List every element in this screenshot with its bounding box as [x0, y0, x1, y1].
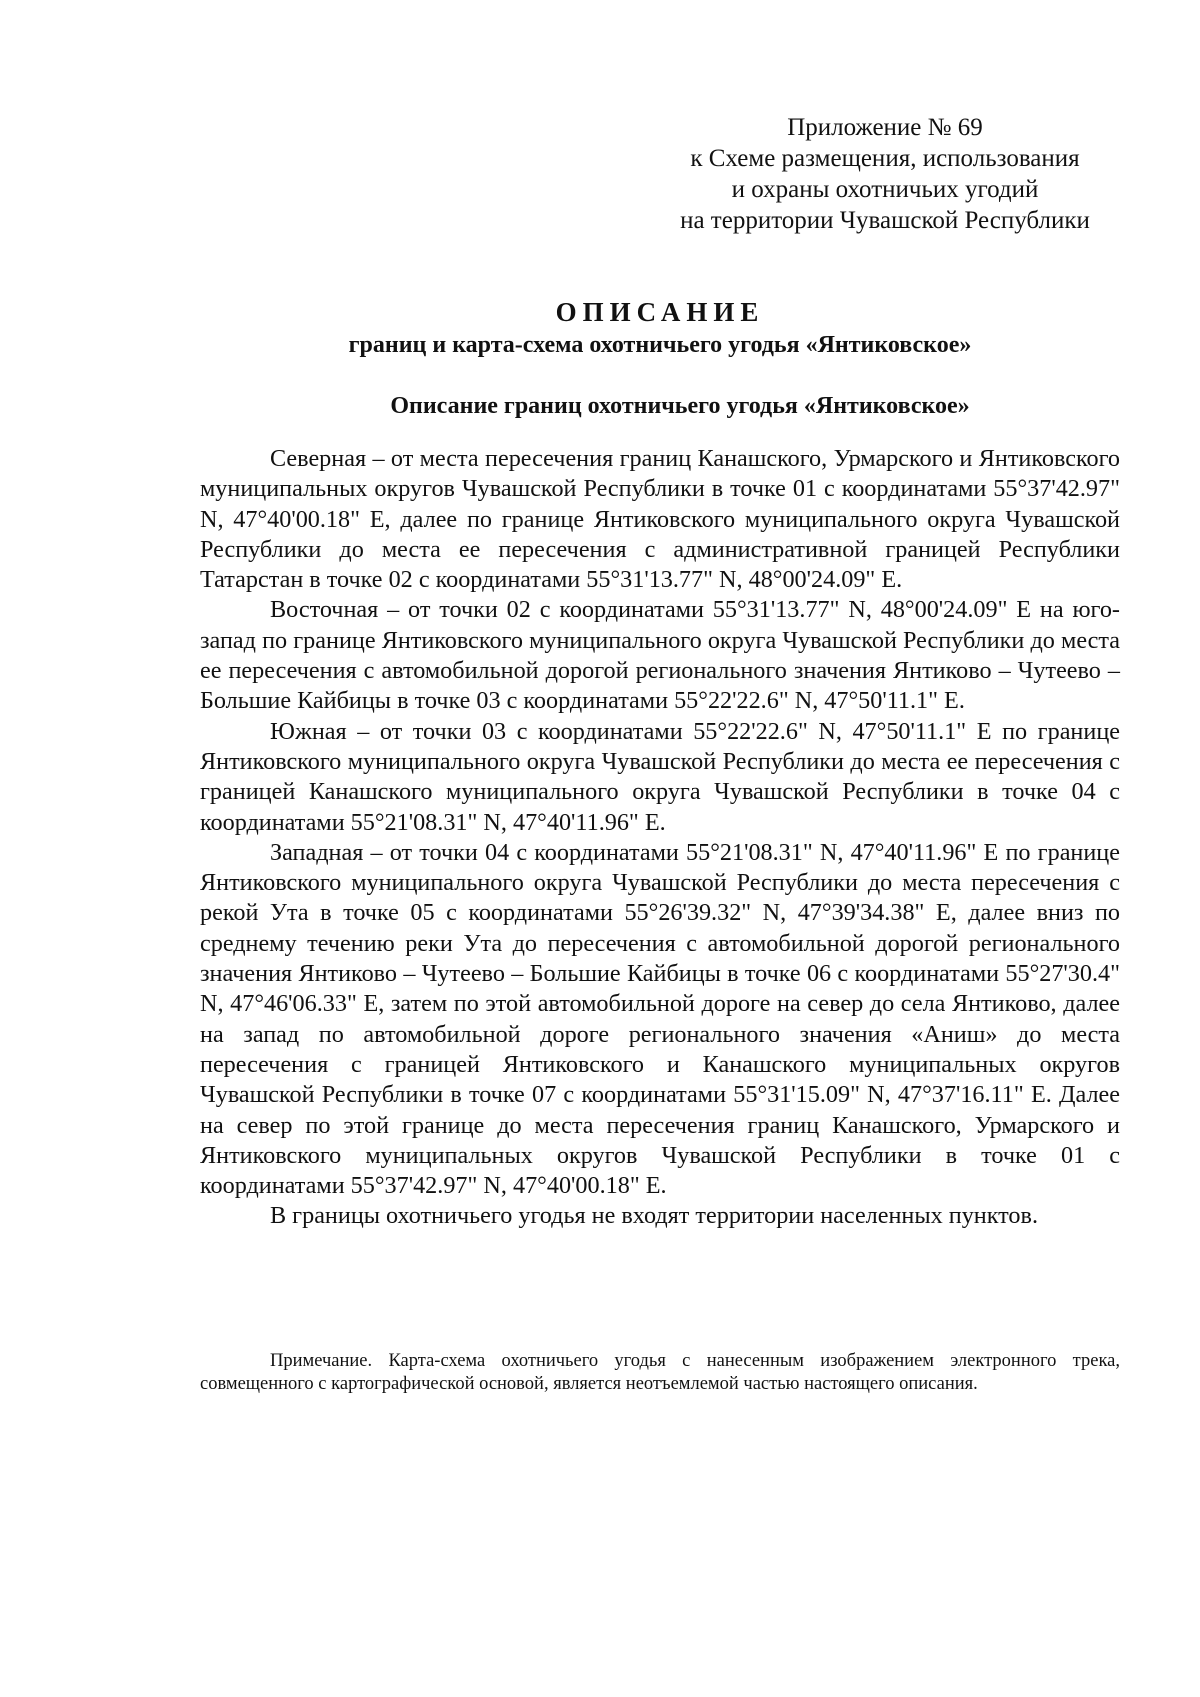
- appendix-line: к Схеме размещения, использования: [690, 145, 1080, 172]
- appendix-line: Приложение № 69: [787, 114, 983, 141]
- boundary-description: [200, 444, 1120, 1232]
- document-title: ОПИСАНИЕ: [555, 297, 765, 327]
- footnote: Примечание. Карта-схема охотничьего угодья с нанесенным изображением электронного трека, совмещенного с картографической основой, является неотъемлемой частью настоящего описания.: [200, 1351, 1120, 1394]
- document-subtitle: границ и карта-схема охотничьего угодья «Янтиковское»: [348, 332, 972, 358]
- section-heading: Описание границ охотничьего угодья «Янтиковское»: [390, 393, 970, 419]
- paragraph-north: Северная – от места пересечения границ Канашского, Урмарского и Янтиковского муниципальных округов Чувашской Республики в точке 01 с координатами 55°37'42.97" N, 47°40'00.18" E, далее по границе Янтиковского муниципального округа Чувашской Республики до места ее пересечения с административной границей Республики Татарстан в точке 02 с координатами 55°31'13.77" N, 48°00'24.09" E.: [200, 445, 1120, 594]
- appendix-line: и охраны охотничьих угодий: [731, 176, 1039, 203]
- paragraph-west: Западная – от точки 04 с координатами 55°21'08.31" N, 47°40'11.96" E по границе Янтиковского муниципального округа Чувашской Республики до места пересечения с рекой Ута в точке 05 с координатами 55°26'39.32" N, 47°39'34.38" E, далее вниз по среднему течению реки Ута до пересечения с автомобильной дорогой регионального значения Янтиково – Чутеево – Большие Кайбицы в точке 06 с координатами 55°27'30.4" N, 47°46'06.33" E, затем по этой автомобильной дороге на север до села Янтиково, далее на запад по автомобильной дороге регионального значения «Аниш» до места пересечения с границей Янтиковского и Канашского муниципальных округов Чувашской Республики в точке 07 с координатами 55°31'15.09" N, 47°37'16.11" E. Далее на север по этой границе до места пересечения границ Канашского, Урмарского и Янтиковского муниципальных округов Чувашской Республики в точке 01 с координатами 55°37'42.97" N, 47°40'00.18" E.: [200, 838, 1120, 1200]
- appendix-line: на территории Чувашской Республики: [680, 207, 1090, 234]
- appendix-header: [650, 112, 1120, 236]
- paragraph-south: Южная – от точки 03 с координатами 55°22'22.6" N, 47°50'11.1" E по границе Янтиковского муниципального округа Чувашской Республики до места ее пересечения с границей Канашского муниципального округа Чувашской Республики в точке 04 с координатами 55°21'08.31" N, 47°40'11.96" E.: [200, 717, 1120, 836]
- paragraph-exclusion: В границы охотничьего угодья не входят территории населенных пунктов.: [270, 1202, 1038, 1230]
- paragraph-east: Восточная – от точки 02 с координатами 55°31'13.77" N, 48°00'24.09" E на юго-запад по границе Янтиковского муниципального округа Чувашской Республики до места ее пересечения с автомобильной дорогой регионального значения Янтиково – Чутеево – Большие Кайбицы в точке 03 с координатами 55°22'22.6" N, 47°50'11.1" E.: [200, 596, 1120, 715]
